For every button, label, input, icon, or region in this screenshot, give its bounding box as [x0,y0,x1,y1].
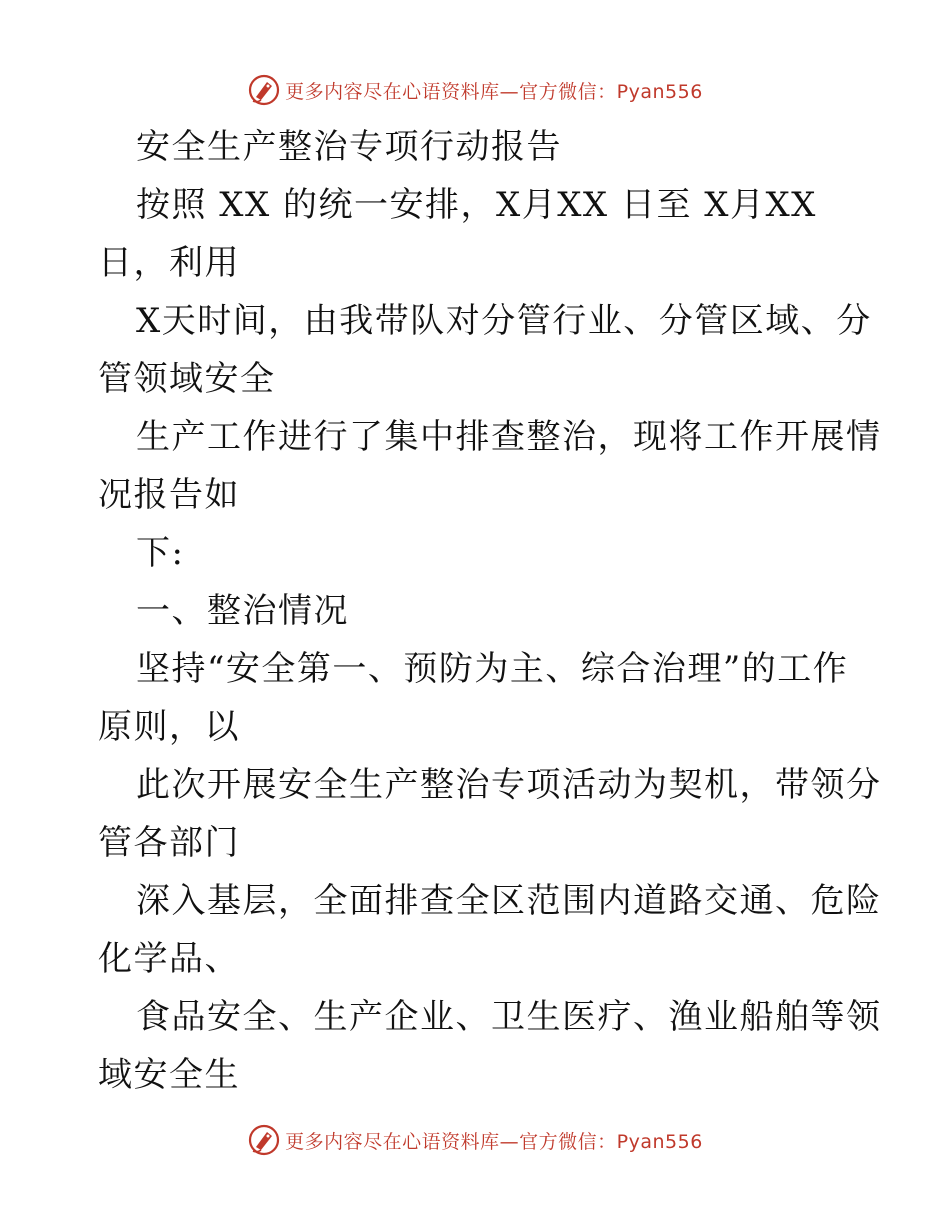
text-line: 坚持“安全第一、预防为主、综合治理”的工作 [136,649,849,689]
text-line: 原则，以 [98,707,240,747]
document-title: 安全生产整治专项行动报告 [136,127,562,167]
text-line: 管领域安全 [98,359,276,399]
text-line: 况报告如 [98,475,240,515]
text-line: 按照 XX 的统一安排，X月XX 日至 X月XX [136,185,817,225]
text-line: 下: [136,533,185,573]
text-line: 深入基层，全面排查全区范围内道路交通、危险 [136,881,882,921]
text-line: 域安全生 [98,1055,240,1095]
text-line: 化学品、 [98,939,240,979]
footer-banner-text: 更多内容尽在心语资料库—官方微信：Pyan556 [285,1130,703,1153]
pen-nib-logo-icon [247,1123,281,1157]
text-line: 管各部门 [98,823,240,863]
text-line: X天时间，由我带队对分管行业、分管区域、分 [136,301,872,341]
text-line: 日，利用 [98,243,240,283]
header-banner-text: 更多内容尽在心语资料库—官方微信：Pyan556 [285,80,703,103]
header-banner[interactable] [0,70,950,110]
footer-banner[interactable] [0,1120,950,1160]
pen-nib-logo-icon [247,73,281,107]
text-line: 食品安全、生产企业、卫生医疗、渔业船舶等领 [136,997,882,1037]
section-heading: 一、整治情况 [136,591,349,631]
document-body [98,118,882,1104]
text-line: 此次开展安全生产整治专项活动为契机，带领分 [136,765,882,805]
text-line: 生产工作进行了集中排查整治，现将工作开展情 [136,417,882,457]
